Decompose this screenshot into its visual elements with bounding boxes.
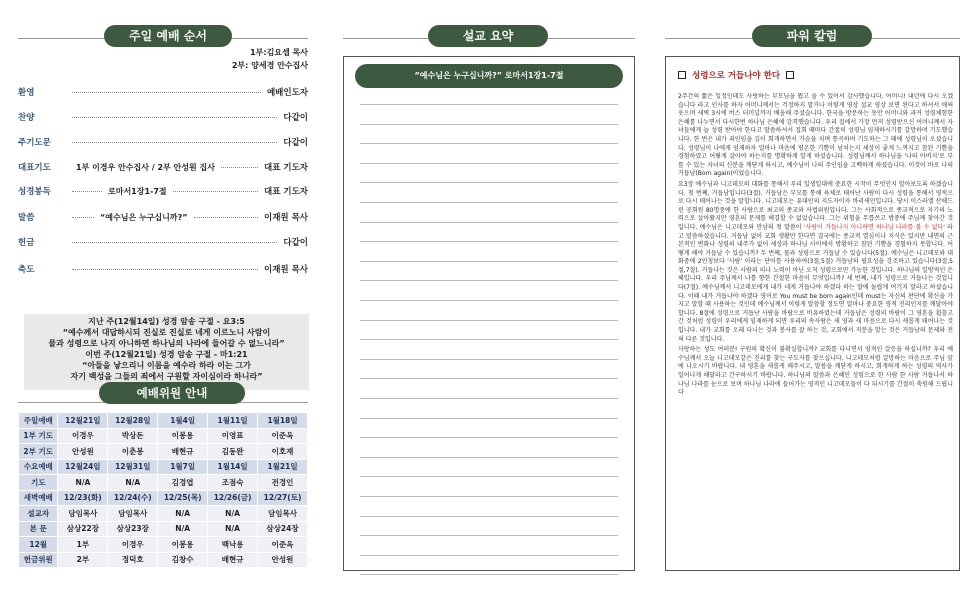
duty-cell: 1월21일 xyxy=(258,459,308,475)
duty-cell: 12월21일 xyxy=(58,413,108,429)
note-line xyxy=(360,300,618,301)
row-label: 헌금 xyxy=(18,238,35,248)
note-line xyxy=(360,378,618,379)
column-highlight: '사람이 거듭나지 아니하면 하나님 나라를 볼 수 없다' xyxy=(803,223,945,231)
duty-cell: 안성원 xyxy=(258,552,308,568)
duty-row-label: 헌금위원 xyxy=(19,552,58,568)
service-row xyxy=(18,85,308,99)
row-label: 주기도문 xyxy=(18,138,51,148)
row-right: 이재원 목사 xyxy=(263,213,308,223)
row-label: 대표기도 xyxy=(18,163,51,173)
note-line xyxy=(360,163,618,164)
duty-cell: N/A xyxy=(158,521,208,537)
column-panel xyxy=(665,56,960,571)
duty-title: 예배위원 안내 xyxy=(99,382,245,404)
duty-cell: 2부 xyxy=(58,552,108,568)
note-line xyxy=(360,202,618,203)
duty-cell: 이영표 xyxy=(208,428,258,444)
duty-cell: 이봉용 xyxy=(158,428,208,444)
row-right: 예배인도자 xyxy=(266,88,308,98)
row-right: 대표 기도자 xyxy=(263,163,308,173)
sermon-notes-panel xyxy=(343,56,635,571)
dot-leader xyxy=(72,142,277,143)
duty-cell: 전경인 xyxy=(258,475,308,491)
note-line xyxy=(360,476,618,477)
column-body xyxy=(678,93,953,563)
verse-line: 지난 주(12월14일) 성경 암송 구절 - 요3:5 xyxy=(88,317,245,326)
row-label: 말씀 xyxy=(18,213,35,223)
duty-row xyxy=(19,490,308,506)
duty-cell: 이봉용 xyxy=(158,537,208,553)
dot-leader xyxy=(72,191,102,192)
duty-row xyxy=(19,428,308,444)
note-line xyxy=(360,555,618,556)
verse-line: 물과 성령으로 나지 아니하면 하나님의 나라에 들어갈 수 없느니라” xyxy=(48,339,285,348)
dot-leader xyxy=(72,269,258,270)
duty-cell: 김창수 xyxy=(158,552,208,568)
duty-row-label: 12월 xyxy=(19,537,58,553)
note-line xyxy=(360,222,618,223)
duty-row-label: 2부 기도 xyxy=(19,444,58,460)
duty-cell: 12/24(수) xyxy=(108,490,158,506)
dot-leader xyxy=(221,167,258,168)
service-row xyxy=(18,235,308,249)
duty-cell: 12월28일 xyxy=(108,413,158,429)
service-row xyxy=(18,110,308,124)
row-label: 성경봉독 xyxy=(18,187,51,197)
duty-cell: 김동완 xyxy=(208,444,258,460)
duty-cell: 정덕호 xyxy=(108,552,158,568)
duty-row xyxy=(19,413,308,429)
service-row xyxy=(18,210,308,224)
note-line xyxy=(360,496,618,497)
note-line xyxy=(360,261,618,262)
service-row xyxy=(18,135,308,149)
note-line xyxy=(360,574,618,575)
duty-cell: 12/25(목) xyxy=(158,490,208,506)
duty-row-label: 본 문 xyxy=(19,521,58,537)
row-middle: “예수님은 누구십니까?” xyxy=(100,212,188,222)
verse-line: “아들을 낳으리니 이름을 예수라 하라 이는 그가 xyxy=(82,361,251,370)
duty-cell: 이경우 xyxy=(108,537,158,553)
dot-leader xyxy=(72,117,277,118)
sermon-heading: “예수님은 누구십니까?” 로마서1장1-7절 xyxy=(355,64,623,88)
duty-cell: 담임목사 xyxy=(58,506,108,522)
column-paragraph: 2주간의 짧은 일정인데도 사랑하는 부모님을 뵙고 올 수 있어서 감사했습니다. 어머니! 내년에 다시 오겠습니다 라고 인사를 하자 어머니께서는 걱정하지 말거나 이렇게 영상 설교 영상 보면 된다고 하셔서 애써 웃으며 새벽 3시에 버스 터미널까지 배웅해 주셨습니다. 한국을 방문하는 동안 어머니와 과거 성령체험한 은혜를 나누면서 다시한번 하나님 은혜에 감격했습니다. 우리 집에서 가장 먼저 성령받으신 어머니께서 자녀들에게 늘 성령 받아야 한다고 말씀하셔서 집회 때마다 간절히 성령님 임재하시기를 갈망하며 기도했습니다. 한 번은 내가 죄인임을 깊이 회개하면서 가슴을 치며 통곡하며 기도하는 그 때에 성령님이 오셨습니다. 성령님이 나에게 임재하자 얼마나 마음에 평온한 기쁨이 넘치는지 세상이 좋게 느껴지고 참된 기쁨을 경험하였고 어떻게 살아야 하는지를 명확하게 알게 하셨습니다. 성령님께서 하나님을 '나의 아버지'로 부를 수 있는 자녀의 신분을 깨닫게 하시고, 예수님이 나의 주인임을 고백하게 하셨습니다. 이것이 바로 나의 거듭남(Born again)이었습니다. xyxy=(678,93,953,178)
note-line xyxy=(360,359,618,360)
note-line xyxy=(360,398,618,399)
column-title: 파워 칼럼 xyxy=(752,25,872,47)
dot-leader xyxy=(194,217,258,218)
sermon-title: 설교 요약 xyxy=(428,25,548,47)
duty-cell: 이준옥 xyxy=(258,537,308,553)
duty-cell: 1월4일 xyxy=(158,413,208,429)
duty-cell: 이춘봉 xyxy=(108,444,158,460)
duty-cell: N/A xyxy=(158,506,208,522)
duty-cell: 12/23(화) xyxy=(58,490,108,506)
duty-cell: 1부 xyxy=(58,537,108,553)
column-text: 요3장 예수님과 니고데모의 대화를 통해서 우리 일생일대에 중요한 시작이 무엇인지 알아보도록 하겠습니다. 첫 번째, 거듭남입니다(3절). 거듭남은 부모를 통해 육체로 태어난 사람이 다시 성령을 통해서 영적으로 다시 태어나는 것을 말합니다. 니고데모는 유대인의 지도자이자 바리새인입니다. 당시 이스라엘 산헤드린 공회원 80명중에 한 사람으로 최고의 종교와 사법위원입니다. 그는 사회적으로 종교적으로 자기의 노력으로 살아왔지만 영혼의 문제를 해결할 수 없었습니다. 그는 위험을 무릅쓰고 밤중에 주님께 찾아간 것입니다. 예수님은 니고데모와 만남의 첫 말씀이 xyxy=(678,180,953,231)
duty-cell: 담임목사 xyxy=(258,506,308,522)
dot-leader xyxy=(72,217,94,218)
duty-cell: 12/26(금) xyxy=(208,490,258,506)
column-heading-text: 성령으로 거듭나야 한다 xyxy=(692,71,781,81)
duty-row-label: 설교자 xyxy=(19,506,58,522)
dot-leader xyxy=(173,191,258,192)
column-paragraph: 사랑하는 성도 여러분! 구원의 확신이 불확실합니까? 교회를 다니면서 영적인 갈등을 하십니까? 우리 예수님께서 오늘 니고데모같은 진리를 찾는 구도자를 찾으십니다. 니고데모처럼 갈망하는 마음으로 주님 앞에 나오시기 바랍니다. 내 영혼을 새롭게 해주시고, 말씀을 깨닫게 하시고, 회개하게 하는 성령의 역사가 일어나게 해달라고 간구하시기 바랍니다. 하나님의 말씀과 은혜인 성령으로 한 사람 한 사람 거듭나서 하나님 나라를 눈으로 보며 하나님 나라에 들어가는 영적인 니고데모들이 다 되시기를 간절히 축원해 드립니다 xyxy=(678,346,953,397)
duty-cell: 1월7일 xyxy=(158,459,208,475)
duty-cell: N/A xyxy=(208,521,258,537)
note-line xyxy=(360,124,618,125)
duty-row xyxy=(19,506,308,522)
duty-cell: 김경엽 xyxy=(158,475,208,491)
service-row xyxy=(18,160,308,174)
row-right: 다같이 xyxy=(283,113,308,123)
duty-cell: 안성원 xyxy=(58,444,108,460)
verse-line: 자기 백성을 그들의 죄에서 구원할 자이심이라 하니라” xyxy=(70,372,263,381)
duty-cell: 1월18일 xyxy=(258,413,308,429)
preacher-1: 1부:김요셉 목사 xyxy=(250,48,308,57)
dot-leader xyxy=(72,92,261,93)
preacher-2: 2부: 양세경 안수집사 xyxy=(231,61,308,70)
note-line xyxy=(360,418,618,419)
duty-cell: 삼상22장 xyxy=(58,521,108,537)
column-heading xyxy=(678,69,794,81)
note-line xyxy=(360,457,618,458)
duty-cell: 삼상24장 xyxy=(258,521,308,537)
row-right: 다같이 xyxy=(283,138,308,148)
note-line xyxy=(360,320,618,321)
duty-cell: N/A xyxy=(58,475,108,491)
duty-row-label: 주일예배 xyxy=(19,413,58,429)
service-row xyxy=(18,262,308,276)
note-line xyxy=(360,104,618,105)
duty-cell: 1월11일 xyxy=(208,413,258,429)
duty-cell: N/A xyxy=(208,506,258,522)
duty-row xyxy=(19,475,308,491)
service-row xyxy=(18,184,308,198)
memory-verse-box xyxy=(24,314,309,390)
duty-cell: 담임목사 xyxy=(108,506,158,522)
duty-cell: 이호재 xyxy=(258,444,308,460)
duty-cell: 삼상23장 xyxy=(108,521,158,537)
duty-cell: 박상돈 xyxy=(108,428,158,444)
row-right: 이재원 목사 xyxy=(263,265,308,275)
duty-cell: 이경우 xyxy=(58,428,108,444)
row-label: 찬양 xyxy=(18,113,35,123)
note-line xyxy=(360,339,618,340)
duty-cell: 12월31일 xyxy=(108,459,158,475)
note-line xyxy=(360,437,618,438)
duty-cell: 12/27(토) xyxy=(258,490,308,506)
duty-row-label: 수요예배 xyxy=(19,459,58,475)
duty-row-label: 기도 xyxy=(19,475,58,491)
duty-cell: 12월24일 xyxy=(58,459,108,475)
verse-line: 이번 주(12월21일) 성경 암송 구절 - 마1:21 xyxy=(85,350,248,359)
service-title: 주일 예배 순서 xyxy=(104,25,232,47)
duty-cell: N/A xyxy=(108,475,158,491)
duty-row xyxy=(19,521,308,537)
dot-leader xyxy=(72,242,277,243)
duty-row xyxy=(19,459,308,475)
row-right: 다같이 xyxy=(283,238,308,248)
duty-row xyxy=(19,552,308,568)
column-text: 라고 말씀하셨습니다. 거듭남 없이 교회 생활만 한다면 결국에는 종교적 열심이나 지식은 있지만 내면의 근본적인 변화나 성령의 내주가 없어 세상과 하나님 사이에서 방황하고 참된 기쁨을 경험하지 못합니다. 어떻게 해야 거듭날 수 있습니까? 두 번째, 물과 성령으로 거듭날 수 있습니다(5절). 예수님은 니고데모와 대화중에 2인칭보다 '사람' 이라는 단어를 사용하여(3절,5절) 거듭남의 필요성을 강조하고 있습니다(3절,5절,7절). 거듭나는 것은 사람의 의나 노력이 아닌 오직 성령으로만 가능한 것입니다. 하나님의 일방적인 은혜입니다. 우리 주님께서 나를 향한 간절한 마음이 무엇입니까? 세 번째, 내가 성령으로 거듭나는 것입니다(7절). 예수님께서 니고데모에게 내가 네게 거듭나야 하겠다 하는 말에 놀랍게 여기지 말라고 하셨습니다. 이때 내가 거듭나야 하겠다 영어로 You must be born again인데 must는 자신의 판단에 확신을 가지고 말할 때 사용하는 것인데 예수님께서 이렇게 말씀할 정도면 얼마나 중요한 영적 진리인지를 깨달아야 합니다. 8절에 성령으로 거듭난 사람을 바람으로 비유하였는데 거듭남은 성령의 바람이 그 영혼을 휩쓸고 간 것처럼 성령이 우리에게 임재하게 되면 우리의 속사람은 새 영과 새 마음으로 다시 새롭게 태어나는 것입니다. 내가 교회를 오래 다니는 것과 봉사를 잘 하는 것, 교회에서 직분을 맡는 것은 거듭남의 문제와 전혀 다른 것입니다. xyxy=(678,223,953,343)
duty-row xyxy=(19,444,308,460)
duty-cell: 1월14일 xyxy=(208,459,258,475)
duty-cell: 백낙용 xyxy=(208,537,258,553)
row-label: 축도 xyxy=(18,265,35,275)
duty-row-label: 1부 기도 xyxy=(19,428,58,444)
duty-cell: 조점숙 xyxy=(208,475,258,491)
row-right: 대표 기도자 xyxy=(263,187,308,197)
duty-row xyxy=(19,537,308,553)
square-icon xyxy=(786,71,794,79)
row-middle: 1부 이경우 안수집사 / 2부 안성원 집사 xyxy=(76,162,215,172)
note-line xyxy=(360,535,618,536)
duty-cell: 배현규 xyxy=(208,552,258,568)
column-paragraph xyxy=(678,181,953,344)
verse-line: “예수께서 대답하시되 진실로 진실로 네게 이르노니 사람이 xyxy=(62,328,271,337)
note-line xyxy=(360,182,618,183)
row-label: 환영 xyxy=(18,88,35,98)
note-line xyxy=(360,516,618,517)
row-middle: 로마서1장1-7절 xyxy=(108,186,167,196)
square-icon xyxy=(678,71,686,79)
note-line xyxy=(360,280,618,281)
duty-cell: 배현규 xyxy=(158,444,208,460)
duty-table xyxy=(18,412,308,568)
note-line xyxy=(360,143,618,144)
duty-cell: 이준옥 xyxy=(258,428,308,444)
note-line xyxy=(360,241,618,242)
duty-row-label: 새벽예배 xyxy=(19,490,58,506)
